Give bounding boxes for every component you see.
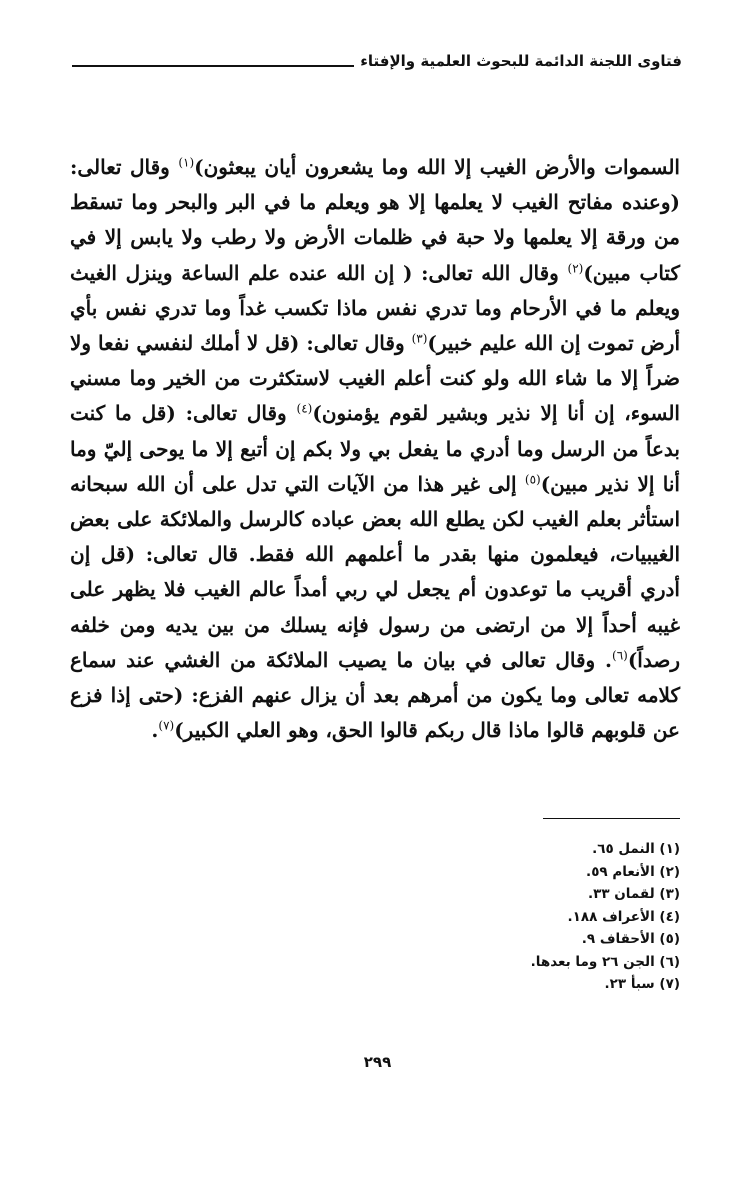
body-text-segment: السموات والأرض الغيب إلا الله وما يشعرون أيان يبعثون) (194, 155, 680, 179)
footnote-item: (٣) لقمان ٣٣. (587, 886, 680, 902)
footnote-marker[interactable]: (٥) (524, 472, 541, 487)
page-number: ٢٩٩ (363, 1053, 392, 1071)
footnote-item: (٧) سبأ ٢٣. (604, 976, 680, 992)
footnote-separator (543, 818, 680, 819)
body-text-segment: وقال تعالى: (وعنده مفاتح الغيب لا يعلمها إلا هو ويعلم ما في البر والبحر وما تسقط من ورقة إلا يعلمها ولا حبة في ظلمات الأرض ولا رطب ولا يابس إلا في كتاب مبين) (70, 155, 680, 285)
footnote-item: (٢) الأنعام ٥٩. (586, 863, 680, 880)
footnote-item: (٥) الأحقاف ٩. (581, 931, 680, 947)
body-paragraph (70, 150, 680, 748)
footnote-item: (٦) الجن ٢٦ وما بعدها. (530, 953, 680, 970)
body-text-segment: وقال تعالى: (قل ما كنت بدعاً من الرسل وما أدري ما يفعل بي ولا بكم إن أتبع إلا ما يوحى إليّ وما أنا إلا نذير مبين) (70, 401, 680, 496)
footnotes-list (380, 838, 680, 996)
running-header-title: فتاوى اللجنة الدائمة للبحوث العلمية والإفتاء (360, 52, 682, 70)
body-text-segment: . (151, 718, 159, 743)
body-text-segment: إلى غير هذا من الآيات التي تدل على أن الله سبحانه استأثر بعلم الغيب لكن يطلع الله بعض عباده كالرسل والملائكة على بعض الغيبيات، فيعلمون منها بقدر ما أعلمهم الله فقط. قال تعالى: (قل إن أدري أقريب ما توعدون أم يجعل لي ربي أمداً عالم الغيب فلا يظهر على غيبه أحداً إلا من ارتضى من رسول فإنه يسلك من بين يديه ومن خلفه رصداً) (70, 471, 680, 672)
footnote-marker[interactable]: (٢) (567, 260, 584, 275)
footnote-item: (١) النمل ٦٥. (592, 841, 680, 857)
body-text-segment: . وقال تعالى في بيان ما يصيب الملائكة من الغشي عند سماع كلامه تعالى وما يكون من أمرهم بعد أن يزال عنهم الفزع: (حتى إذا فزع عن قلوبهم قالوا ماذا قال ربكم قالوا الحق، وهو العلي الكبير) (70, 647, 680, 743)
body-text-segment: وقال تعالى: (قل لا أملك لنفسي نفعا ولا ضراً إلا ما شاء الله ولو كنت أعلم الغيب لاستكثرت من الخير وما مسني السوء، إن أنا إلا نذير وبشير لقوم يؤمنون) (70, 331, 680, 426)
footnote-marker[interactable]: (٧) (158, 718, 175, 733)
body-text-segment: وقال الله تعالى: ( إن الله عنده علم الساعة وينزل الغيث ويعلم ما في الأرحام وما تدري نفس ماذا تكسب غداً وما تدري نفس بأي أرض تموت إن الله عليم خبير) (70, 260, 680, 356)
footnote-marker[interactable]: (١) (178, 155, 195, 170)
running-header (72, 52, 682, 70)
header-rule (72, 65, 354, 67)
footnote-marker[interactable]: (٣) (411, 331, 428, 346)
footnote-marker[interactable]: (٦) (612, 648, 628, 663)
main-body-text (70, 150, 680, 748)
footnote-marker[interactable]: (٤) (296, 401, 313, 416)
footnote-item: (٤) الأعراف ١٨٨. (567, 908, 680, 925)
